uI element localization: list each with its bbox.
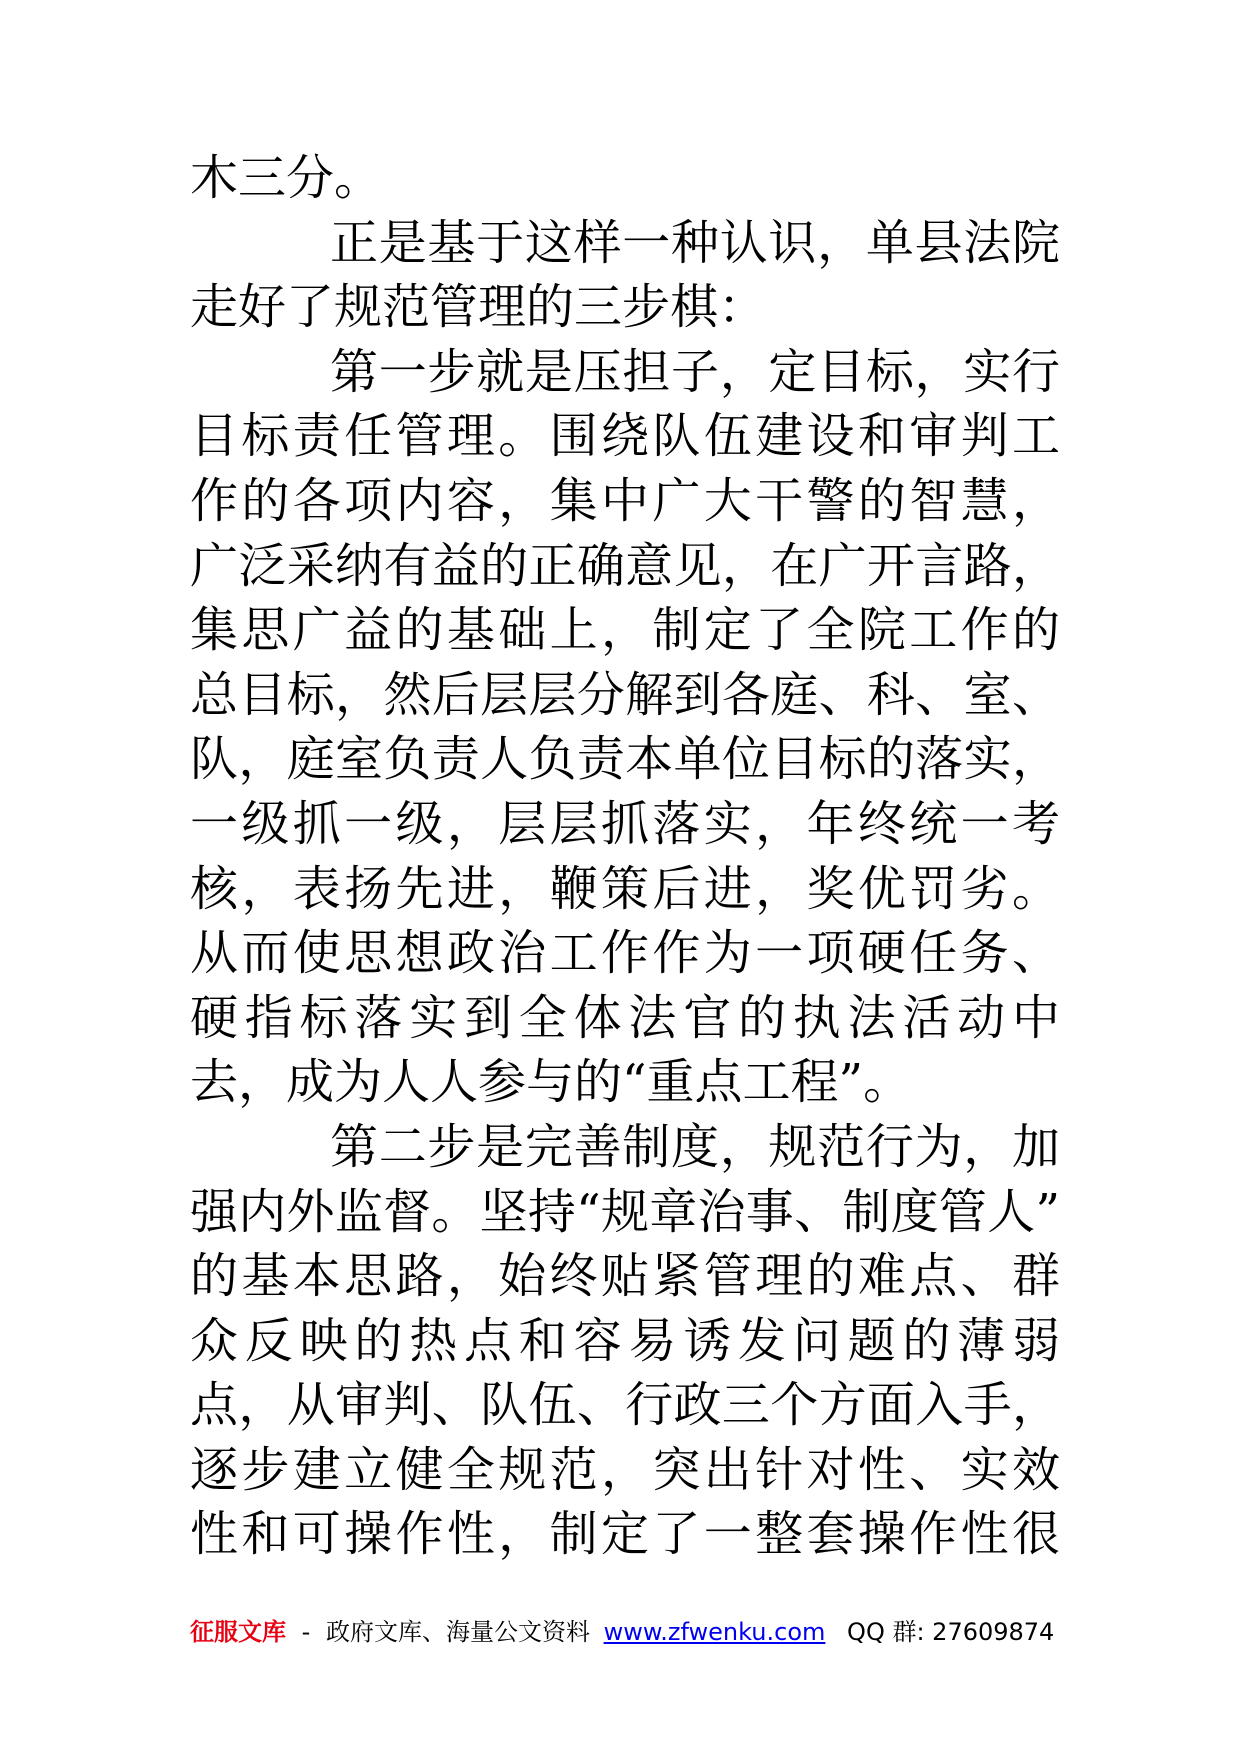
text-line: 一级抓一级，层层抓落实，年终统一考	[190, 795, 1060, 852]
document-body	[190, 146, 1060, 1567]
text-line: 作的各项内容，集中广大干警的智慧，	[190, 472, 1060, 529]
text-line: 强内外监督。坚持“规章治事、制度管人”	[190, 1183, 1060, 1240]
text-line: 的基本思路，始终贴紧管理的难点、群	[190, 1248, 1060, 1305]
text-line: 去，成为人人参与的“重点工程”。	[190, 1054, 912, 1111]
text-line: 总目标，然后层层分解到各庭、科、室、	[190, 666, 1060, 723]
text-line: 众反映的热点和容易诱发问题的薄弱	[190, 1312, 1060, 1369]
text-line: 走好了规范管理的三步棋：	[190, 279, 767, 336]
text-line: 广泛采纳有益的正确意见，在广开言路，	[190, 537, 1060, 594]
footer-brand: 征服文库	[190, 1618, 286, 1646]
text-line: 队，庭室负责人负责本单位目标的落实，	[190, 731, 1060, 788]
footer-qq-group: QQ 群: 27609874	[847, 1618, 1055, 1646]
paragraph-first-line: 正是基于这样一种认识，单县法院	[330, 214, 1060, 271]
page-footer	[190, 1612, 1060, 1652]
footer-website-link[interactable]: www.zfwenku.com	[603, 1618, 826, 1646]
text-line: 性和可操作性，制定了一整套操作性很	[190, 1506, 1060, 1563]
text-line: 集思广益的基础上，制定了全院工作的	[190, 602, 1060, 659]
footer-tagline: 政府文库、海量公文资料	[325, 1618, 590, 1646]
text-line: 逐步建立健全规范，突出针对性、实效	[190, 1441, 1060, 1498]
paragraph-first-line: 第一步就是压担子，定目标，实行	[330, 343, 1060, 400]
footer-separator: -	[301, 1618, 311, 1646]
text-line: 硬指标落实到全体法官的执法活动中	[190, 989, 1060, 1046]
paragraph-first-line: 第二步是完善制度，规范行为，加	[330, 1118, 1060, 1175]
text-line: 从而使思想政治工作作为一项硬任务、	[190, 925, 1060, 982]
text-line: 目标责任管理。围绕队伍建设和审判工	[190, 408, 1060, 465]
text-line: 木三分。	[190, 150, 383, 206]
text-line: 核，表扬先进，鞭策后进，奖优罚劣。	[190, 860, 1060, 917]
text-line: 点，从审判、队伍、行政三个方面入手，	[190, 1377, 1060, 1434]
